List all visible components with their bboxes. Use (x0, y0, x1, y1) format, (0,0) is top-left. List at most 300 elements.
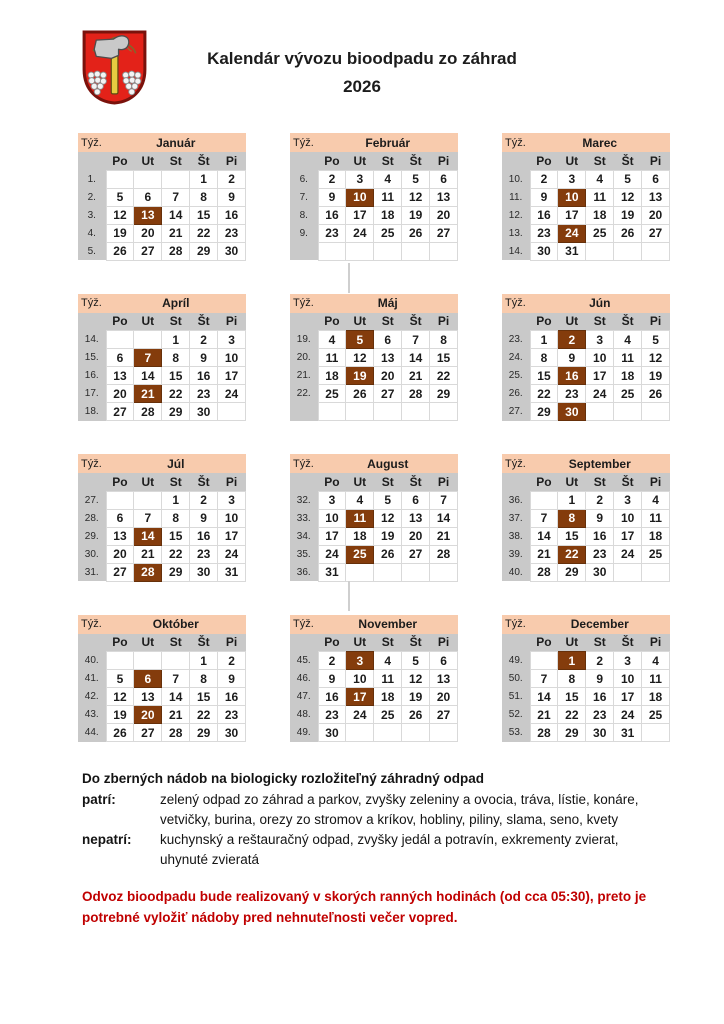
date-cell: 16 (190, 527, 218, 545)
date-cell: 12 (374, 509, 402, 527)
date-cell: 12 (106, 688, 134, 706)
date-cell: 8 (190, 188, 218, 206)
date-cell: 28 (530, 724, 558, 742)
week-row (78, 706, 246, 724)
day-header: Št (614, 313, 642, 331)
week-number: 33. (290, 509, 318, 527)
day-header: Št (190, 473, 218, 491)
week-number: 45. (290, 652, 318, 670)
month-calendar (502, 294, 670, 422)
day-header-row (78, 634, 246, 652)
month-calendar (78, 294, 246, 422)
date-cell: 18 (642, 688, 670, 706)
date-cell: 24 (318, 545, 346, 563)
day-header-spacer (78, 473, 106, 491)
week-number: 49. (502, 652, 530, 670)
date-cell: 17 (318, 527, 346, 545)
date-cell: 18 (614, 367, 642, 385)
month-title: Január (106, 133, 246, 152)
week-row (78, 242, 246, 260)
collection-date-cell: 2 (558, 331, 586, 349)
day-header: Po (530, 473, 558, 491)
date-cell: 27 (642, 224, 670, 242)
date-cell: 23 (586, 706, 614, 724)
day-header-spacer (78, 313, 106, 331)
date-cell: 16 (318, 206, 346, 224)
day-header-row (502, 473, 670, 491)
pickup-time-warning: Odvoz bioodpadu bude realizovaný v skorých ranných hodinách (od cca 05:30), preto je potrebné vyložiť nádoby pred nehnuteľnosti večer vopred. (82, 889, 647, 925)
week-row (290, 403, 458, 421)
date-cell: 1 (162, 331, 190, 349)
date-cell: 3 (218, 491, 246, 509)
date-cell: 20 (430, 206, 458, 224)
day-header-spacer (290, 634, 318, 652)
week-number: 29. (78, 527, 106, 545)
week-number: 18. (78, 403, 106, 421)
day-header-row (502, 634, 670, 652)
date-cell (346, 563, 374, 581)
date-cell: 26 (106, 724, 134, 742)
collection-date-cell: 24 (558, 224, 586, 242)
date-cell: 27 (134, 724, 162, 742)
date-cell: 11 (642, 509, 670, 527)
week-number: 39. (502, 545, 530, 563)
date-cell: 28 (430, 545, 458, 563)
day-header: Št (614, 152, 642, 170)
week-col-header: Týž. (502, 133, 530, 152)
month-calendar (290, 133, 458, 261)
day-header: St (162, 152, 190, 170)
date-cell (642, 563, 670, 581)
day-header-row (290, 473, 458, 491)
date-cell (430, 403, 458, 421)
date-cell: 15 (190, 688, 218, 706)
date-cell: 5 (106, 188, 134, 206)
day-header: Po (530, 634, 558, 652)
week-row (502, 688, 670, 706)
month-title: Júl (106, 454, 246, 473)
day-header-row (290, 152, 458, 170)
date-cell: 4 (614, 331, 642, 349)
date-cell: 16 (318, 688, 346, 706)
day-header-row (78, 313, 246, 331)
date-cell: 18 (374, 206, 402, 224)
date-cell: 30 (190, 563, 218, 581)
week-number: 50. (502, 670, 530, 688)
day-header: Ut (558, 313, 586, 331)
week-row (502, 403, 670, 421)
week-row (502, 170, 670, 188)
month-header-row (78, 133, 246, 152)
date-cell: 7 (162, 670, 190, 688)
date-cell: 5 (642, 331, 670, 349)
date-cell: 10 (218, 349, 246, 367)
day-header: Pi (218, 473, 246, 491)
collection-date-cell: 19 (346, 367, 374, 385)
day-header: Št (190, 313, 218, 331)
date-cell: 26 (374, 545, 402, 563)
day-header: Ut (134, 152, 162, 170)
date-cell: 30 (530, 242, 558, 260)
day-header: Pi (218, 152, 246, 170)
date-cell: 19 (402, 688, 430, 706)
date-cell: 25 (586, 224, 614, 242)
day-header-spacer (290, 313, 318, 331)
date-cell: 13 (106, 367, 134, 385)
date-cell: 22 (558, 706, 586, 724)
date-cell: 26 (346, 385, 374, 403)
date-cell: 19 (106, 224, 134, 242)
day-header-spacer (78, 634, 106, 652)
week-row (290, 206, 458, 224)
day-header: Pi (642, 473, 670, 491)
week-col-header: Týž. (78, 294, 106, 313)
week-number: 6. (290, 170, 318, 188)
day-header-spacer (290, 473, 318, 491)
date-cell (402, 242, 430, 260)
week-col-header: Týž. (290, 133, 318, 152)
date-cell: 8 (162, 349, 190, 367)
week-number: 14. (502, 242, 530, 260)
date-cell (614, 242, 642, 260)
week-row (502, 670, 670, 688)
date-cell: 2 (190, 491, 218, 509)
week-row (290, 224, 458, 242)
date-cell: 4 (346, 491, 374, 509)
day-header: Pi (430, 313, 458, 331)
month-title: November (318, 615, 458, 634)
date-cell: 13 (402, 509, 430, 527)
week-number: 47. (290, 688, 318, 706)
collection-date-cell: 20 (134, 706, 162, 724)
date-cell: 29 (558, 563, 586, 581)
month-calendar (502, 615, 670, 743)
week-number: 19. (290, 331, 318, 349)
date-cell: 7 (162, 188, 190, 206)
date-cell: 7 (530, 670, 558, 688)
day-header: Pi (218, 313, 246, 331)
date-cell: 6 (430, 170, 458, 188)
date-cell (134, 491, 162, 509)
date-cell (374, 563, 402, 581)
date-cell (642, 242, 670, 260)
week-number: 27. (502, 403, 530, 421)
date-cell: 22 (430, 367, 458, 385)
date-cell: 26 (614, 224, 642, 242)
date-cell: 18 (346, 527, 374, 545)
date-cell: 20 (134, 224, 162, 242)
week-number: 21. (290, 367, 318, 385)
date-cell: 28 (162, 724, 190, 742)
date-cell: 15 (430, 349, 458, 367)
date-cell: 25 (374, 224, 402, 242)
week-row (78, 545, 246, 563)
week-number: 30. (78, 545, 106, 563)
day-header: Št (614, 634, 642, 652)
date-cell: 30 (218, 242, 246, 260)
date-cell: 23 (558, 385, 586, 403)
date-cell: 7 (430, 491, 458, 509)
week-row (290, 724, 458, 742)
week-col-header: Týž. (502, 294, 530, 313)
week-row (502, 331, 670, 349)
week-row (78, 527, 246, 545)
week-number: 34. (290, 527, 318, 545)
date-cell: 16 (586, 527, 614, 545)
date-cell: 13 (642, 188, 670, 206)
date-cell: 24 (218, 545, 246, 563)
week-number: 37. (502, 509, 530, 527)
date-cell: 13 (134, 688, 162, 706)
date-cell: 12 (614, 188, 642, 206)
date-cell: 1 (190, 170, 218, 188)
month-header-row (502, 133, 670, 152)
date-cell: 16 (218, 206, 246, 224)
day-header: Ut (558, 152, 586, 170)
day-header-row (78, 473, 246, 491)
belongs-label: patrí: (82, 792, 116, 807)
week-row (78, 367, 246, 385)
week-row (78, 170, 246, 188)
date-cell: 1 (162, 491, 190, 509)
collection-date-cell: 25 (346, 545, 374, 563)
week-row (78, 563, 246, 581)
month-header-row (502, 454, 670, 473)
date-cell: 2 (190, 331, 218, 349)
week-row (290, 670, 458, 688)
day-header: Št (402, 152, 430, 170)
date-cell: 8 (530, 349, 558, 367)
date-cell: 26 (642, 385, 670, 403)
date-cell: 18 (642, 527, 670, 545)
date-cell: 31 (218, 563, 246, 581)
date-cell: 12 (346, 349, 374, 367)
day-header-spacer (502, 473, 530, 491)
date-cell: 15 (162, 367, 190, 385)
day-header: Ut (346, 473, 374, 491)
date-cell: 22 (190, 224, 218, 242)
week-row (290, 491, 458, 509)
week-row (502, 224, 670, 242)
date-cell: 30 (218, 724, 246, 742)
date-cell: 7 (402, 331, 430, 349)
date-cell: 10 (614, 509, 642, 527)
date-cell (586, 403, 614, 421)
date-cell: 3 (346, 170, 374, 188)
date-cell: 17 (586, 367, 614, 385)
date-cell: 2 (318, 652, 346, 670)
day-header-row (290, 313, 458, 331)
week-row (290, 527, 458, 545)
collection-date-cell: 1 (558, 652, 586, 670)
day-header: Po (318, 152, 346, 170)
date-cell: 31 (318, 563, 346, 581)
date-cell: 6 (134, 188, 162, 206)
week-row (290, 652, 458, 670)
week-row (502, 545, 670, 563)
date-cell: 1 (558, 491, 586, 509)
month-header-row (78, 615, 246, 634)
week-row (78, 403, 246, 421)
week-number: 28. (78, 509, 106, 527)
date-cell: 10 (318, 509, 346, 527)
collection-date-cell: 30 (558, 403, 586, 421)
week-row (502, 706, 670, 724)
date-cell (430, 242, 458, 260)
date-cell: 29 (558, 724, 586, 742)
collection-date-cell: 17 (346, 688, 374, 706)
week-number: 10. (502, 170, 530, 188)
date-cell: 14 (402, 349, 430, 367)
date-cell: 27 (402, 545, 430, 563)
week-row (502, 509, 670, 527)
date-cell: 9 (586, 670, 614, 688)
week-row (78, 509, 246, 527)
date-cell: 11 (642, 670, 670, 688)
date-cell: 2 (586, 652, 614, 670)
week-row (290, 509, 458, 527)
date-cell: 30 (586, 724, 614, 742)
day-header: St (586, 634, 614, 652)
date-cell: 1 (530, 331, 558, 349)
week-number: 22. (290, 385, 318, 403)
page-gridline-artifact (348, 263, 350, 293)
date-cell: 4 (642, 491, 670, 509)
day-header: Po (530, 313, 558, 331)
date-cell (402, 724, 430, 742)
date-cell: 13 (430, 188, 458, 206)
date-cell: 29 (162, 563, 190, 581)
week-number: 13. (502, 224, 530, 242)
date-cell (106, 491, 134, 509)
week-number: 11. (502, 188, 530, 206)
date-cell (614, 403, 642, 421)
date-cell: 23 (586, 545, 614, 563)
week-number: 49. (290, 724, 318, 742)
date-cell: 25 (374, 706, 402, 724)
week-row (502, 385, 670, 403)
date-cell (162, 170, 190, 188)
date-cell: 5 (402, 170, 430, 188)
collection-date-cell: 21 (134, 385, 162, 403)
week-row (290, 706, 458, 724)
week-number: 32. (290, 491, 318, 509)
day-header: St (374, 313, 402, 331)
date-cell: 19 (374, 527, 402, 545)
week-row (78, 670, 246, 688)
day-header-spacer (78, 152, 106, 170)
date-cell: 31 (558, 242, 586, 260)
date-cell: 3 (558, 170, 586, 188)
week-number: 31. (78, 563, 106, 581)
date-cell: 28 (134, 403, 162, 421)
day-header: Ut (346, 152, 374, 170)
day-header: Pi (218, 634, 246, 652)
day-header-spacer (502, 634, 530, 652)
week-row (290, 367, 458, 385)
week-row (290, 688, 458, 706)
month-title: Máj (318, 294, 458, 313)
week-number: 42. (78, 688, 106, 706)
day-header: Št (402, 313, 430, 331)
date-cell (614, 563, 642, 581)
date-cell: 15 (558, 688, 586, 706)
week-number: 43. (78, 706, 106, 724)
date-cell (162, 652, 190, 670)
week-row (78, 206, 246, 224)
date-cell: 2 (218, 652, 246, 670)
collection-date-cell: 10 (346, 188, 374, 206)
week-number: 16. (78, 367, 106, 385)
date-cell (218, 403, 246, 421)
bio-waste-heading: Do zberných nádob na biologicky rozložiteľný záhradný odpad (82, 771, 484, 786)
belongs-row (82, 790, 648, 830)
date-cell: 22 (530, 385, 558, 403)
date-cell: 7 (134, 509, 162, 527)
week-number: 8. (290, 206, 318, 224)
week-row (78, 724, 246, 742)
date-cell: 21 (162, 706, 190, 724)
date-cell: 26 (106, 242, 134, 260)
date-cell: 23 (190, 385, 218, 403)
date-cell: 23 (190, 545, 218, 563)
week-row (502, 349, 670, 367)
week-col-header: Týž. (78, 615, 106, 634)
week-number: 53. (502, 724, 530, 742)
date-cell: 19 (642, 367, 670, 385)
date-cell: 16 (586, 688, 614, 706)
date-cell: 21 (402, 367, 430, 385)
day-header: Po (106, 634, 134, 652)
day-header: St (374, 473, 402, 491)
date-cell (402, 403, 430, 421)
date-cell: 14 (134, 367, 162, 385)
month-title: Október (106, 615, 246, 634)
date-cell: 30 (586, 563, 614, 581)
date-cell: 14 (162, 688, 190, 706)
week-number: 40. (78, 652, 106, 670)
date-cell (430, 724, 458, 742)
week-number: 40. (502, 563, 530, 581)
week-number: 36. (502, 491, 530, 509)
date-cell: 20 (106, 545, 134, 563)
day-header: St (586, 473, 614, 491)
week-col-header: Týž. (290, 294, 318, 313)
week-number: 26. (502, 385, 530, 403)
month-calendar (290, 615, 458, 743)
date-cell: 12 (402, 188, 430, 206)
date-cell (134, 170, 162, 188)
day-header: St (586, 152, 614, 170)
date-cell: 4 (642, 652, 670, 670)
week-row (78, 224, 246, 242)
collection-date-cell: 16 (558, 367, 586, 385)
date-cell (402, 563, 430, 581)
date-cell: 4 (374, 170, 402, 188)
date-cell: 24 (614, 545, 642, 563)
date-cell: 8 (430, 331, 458, 349)
week-row (502, 367, 670, 385)
date-cell: 24 (346, 224, 374, 242)
date-cell: 3 (318, 491, 346, 509)
week-number: 15. (78, 349, 106, 367)
date-cell: 16 (530, 206, 558, 224)
day-header: St (374, 634, 402, 652)
day-header: Ut (346, 634, 374, 652)
week-row (78, 331, 246, 349)
day-header: Ut (558, 634, 586, 652)
date-cell: 6 (642, 170, 670, 188)
